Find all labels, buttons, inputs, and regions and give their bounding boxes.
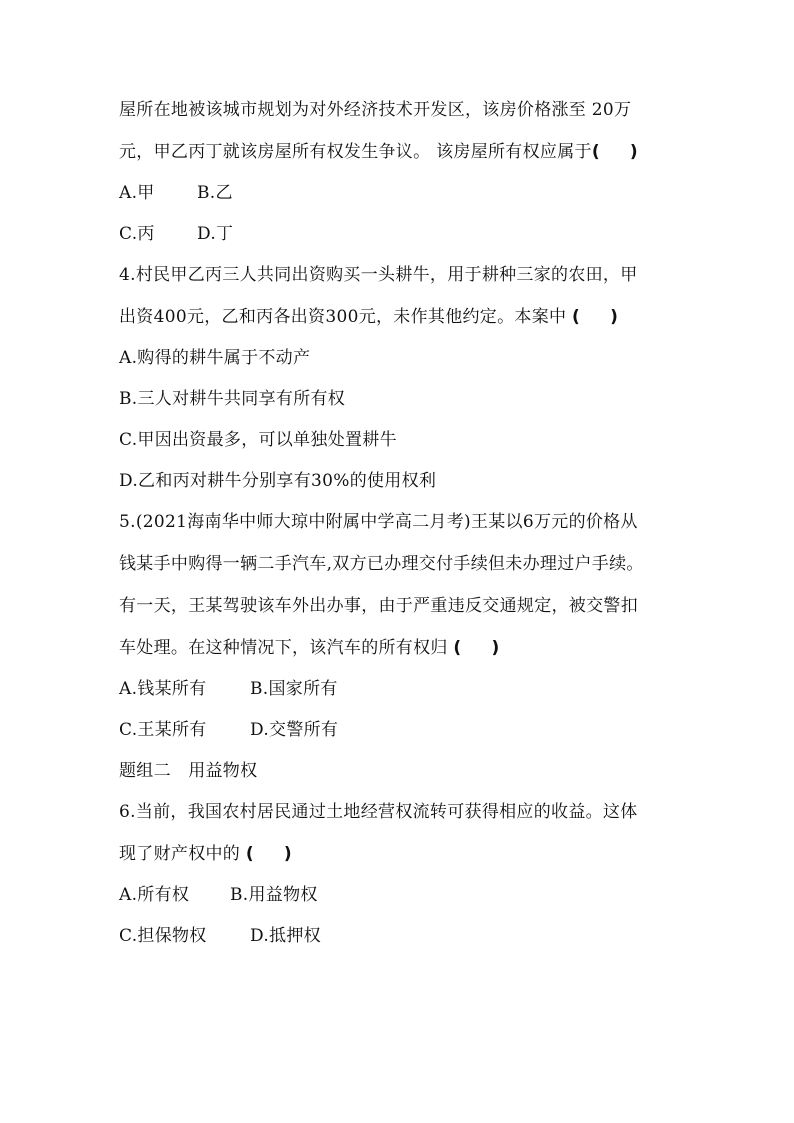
q5-line-2: 钱某手中购得一辆二手汽车,双方已办理交付手续但未办理过户手续。 bbox=[119, 554, 644, 574]
q3-line-2-text: 元，甲乙丙丁就该房屋所有权发生争议。 该房屋所有权应属于 bbox=[119, 142, 592, 162]
q5-option-a: A.钱某所有 bbox=[119, 679, 207, 699]
q3-answer-paren-close: ) bbox=[629, 142, 638, 162]
q5-option-d: D.交警所有 bbox=[250, 720, 339, 740]
q3-option-a: A.甲 bbox=[119, 183, 155, 203]
q5-answer-paren-close: ) bbox=[491, 638, 500, 658]
q6-options-row-2 bbox=[119, 926, 699, 946]
q5-line-1: 5.(2021海南华中师大琼中附属中学高二月考)王某以6万元的价格从 bbox=[119, 512, 638, 532]
q4-option-c: C.甲因出资最多，可以单独处置耕牛 bbox=[119, 430, 397, 450]
q6-options-row-1 bbox=[119, 885, 699, 905]
q6-line-2 bbox=[119, 844, 699, 864]
q4-option-a: A.购得的耕牛属于不动产 bbox=[119, 348, 311, 368]
q3-option-b: B.乙 bbox=[197, 183, 233, 203]
q3-line-1: 屋所在地被该城市规划为对外经济技术开发区，该房价格涨至 20万 bbox=[119, 100, 632, 120]
q3-options-row-2 bbox=[119, 224, 699, 244]
q5-line-4 bbox=[119, 638, 699, 658]
document-page bbox=[119, 100, 699, 946]
q6-line-1: 6.当前，我国农村居民通过土地经营权流转可获得相应的收益。这体 bbox=[119, 802, 638, 822]
q3-answer-paren-open: ( bbox=[591, 142, 600, 162]
q6-answer-paren-close: ) bbox=[283, 844, 292, 864]
q6-answer-paren-open: ( bbox=[245, 844, 254, 864]
q4-answer-paren-open: ( bbox=[572, 307, 581, 327]
q4-line-2-text: 出资400元，乙和丙各出资300元，未作其他约定。本案中 bbox=[119, 307, 572, 327]
group-heading: 题组二 用益物权 bbox=[119, 761, 258, 781]
q4-answer-paren-close: ) bbox=[610, 307, 619, 327]
q3-option-d: D.丁 bbox=[197, 224, 234, 244]
q6-option-a: A.所有权 bbox=[119, 885, 190, 905]
q6-option-d: D.抵押权 bbox=[250, 926, 321, 946]
q4-option-d: D.乙和丙对耕牛分别享有30%的使用权利 bbox=[119, 471, 437, 491]
q5-option-b: B.国家所有 bbox=[250, 679, 338, 699]
q4-line-2 bbox=[119, 307, 699, 327]
q6-line-2-text: 现了财产权中的 bbox=[119, 844, 246, 864]
q6-option-b: B.用益物权 bbox=[230, 885, 318, 905]
q5-options-row-1 bbox=[119, 679, 699, 699]
q5-option-c: C.王某所有 bbox=[119, 720, 207, 740]
q5-line-4-text: 车处理。在这种情况下，该汽车的所有权归 bbox=[119, 638, 454, 658]
q4-option-b: B.三人对耕牛共同享有所有权 bbox=[119, 389, 346, 409]
q4-line-1: 4.村民甲乙丙三人共同出资购买一头耕牛，用于耕种三家的农田，甲 bbox=[119, 265, 638, 285]
q3-options-row-1 bbox=[119, 183, 699, 203]
q5-answer-paren-open: ( bbox=[453, 638, 462, 658]
q6-option-c: C.担保物权 bbox=[119, 926, 207, 946]
q5-options-row-2 bbox=[119, 720, 699, 740]
q5-line-3: 有一天，王某驾驶该车外出办事，由于严重违反交通规定，被交警扣 bbox=[119, 596, 638, 616]
q3-option-c: C.丙 bbox=[119, 224, 155, 244]
q3-line-2 bbox=[119, 142, 699, 162]
